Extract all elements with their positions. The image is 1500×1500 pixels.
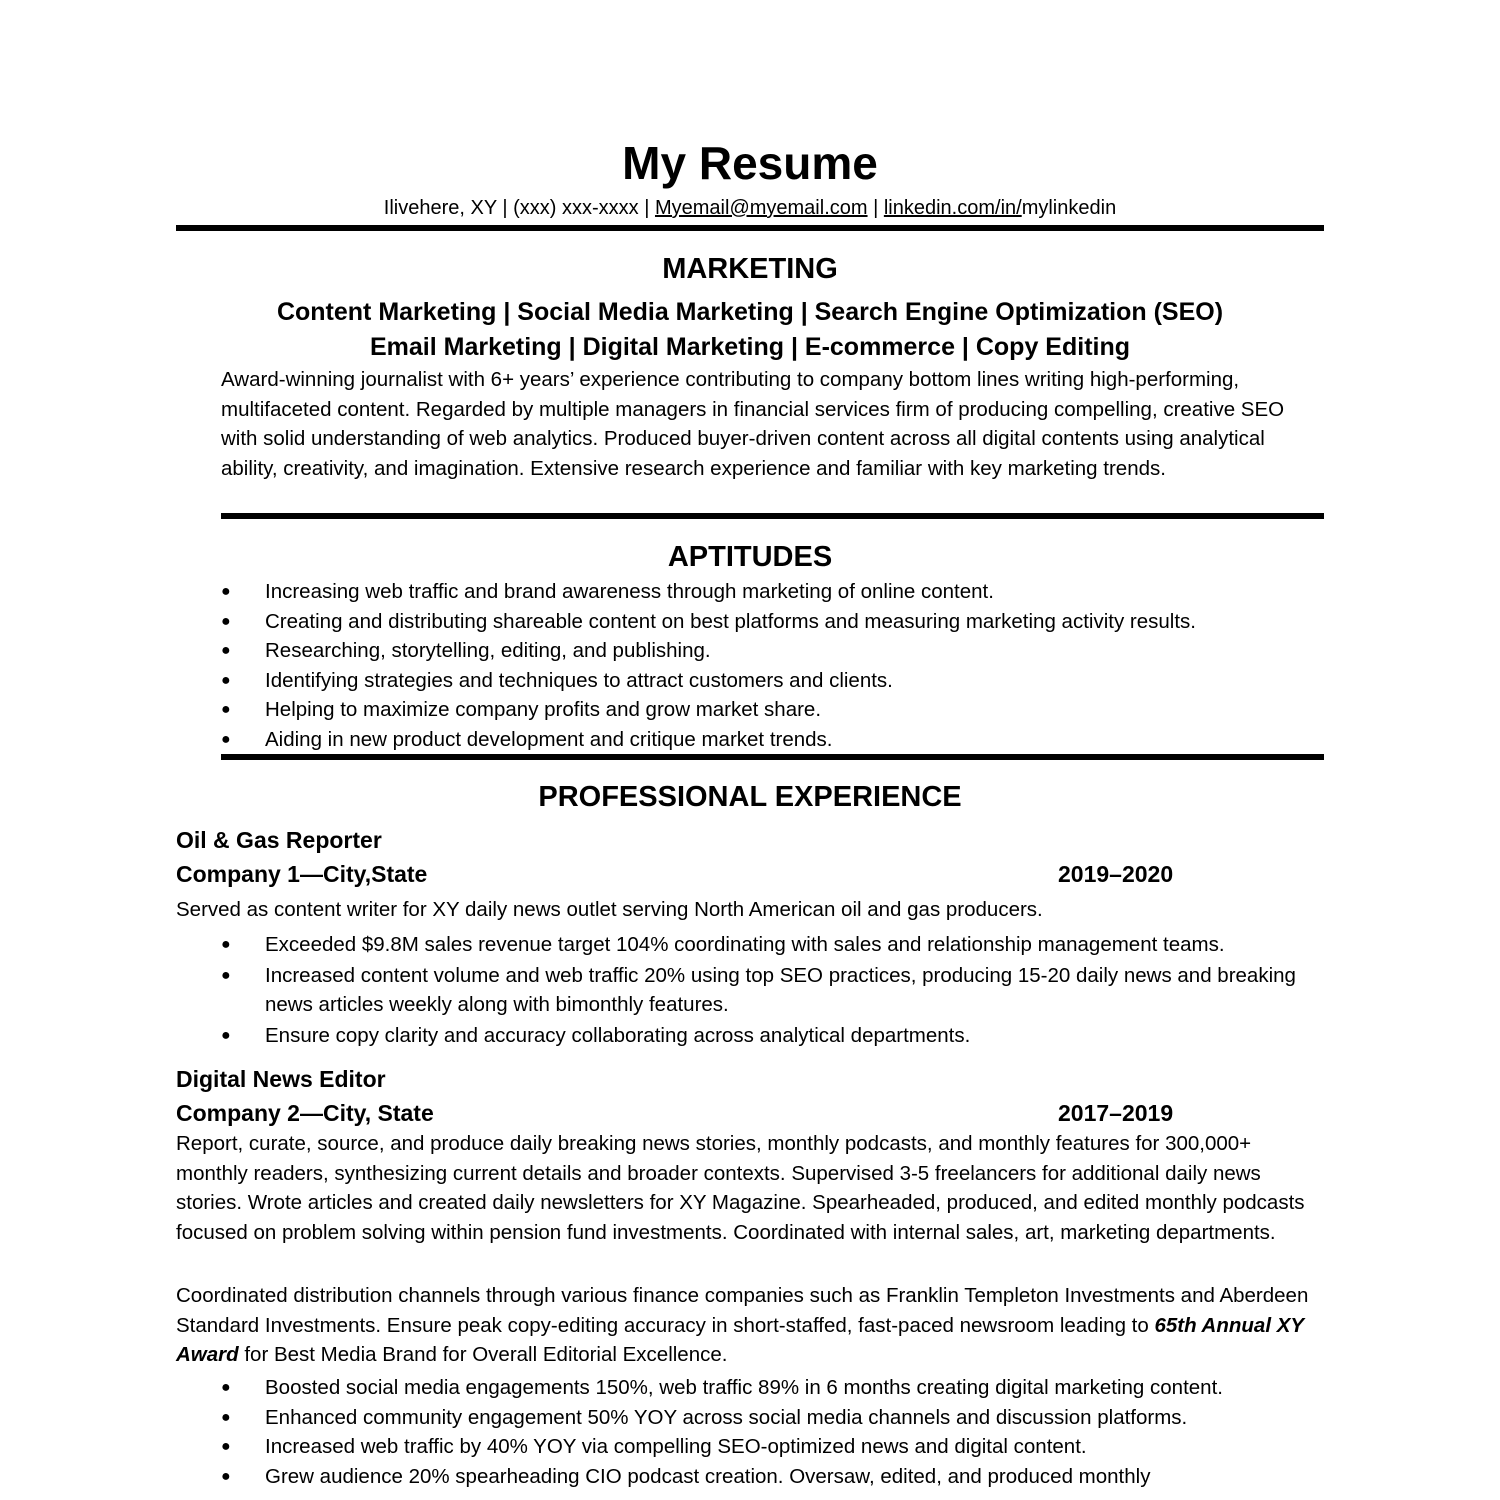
bullet-text: Exceeded $9.8M sales revenue target 104% coordinating with sales and relationship management teams. [265, 933, 1225, 956]
job-description: Served as content writer for XY daily news outlet serving North American oil and gas producers. [176, 898, 1043, 921]
location-phone: Ilivehere, XY | (xxx) xxx-xxxx | [383, 197, 655, 219]
contact-separator: | [867, 197, 884, 219]
marketing-divider [221, 513, 1324, 519]
bullet-icon: ● [221, 671, 231, 689]
list-item [221, 666, 1321, 696]
bullet-icon: ● [221, 583, 231, 600]
list-item [221, 1403, 1326, 1433]
aptitude-text: Helping to maximize company profits and grow market share. [265, 698, 822, 721]
list-item [221, 930, 1326, 960]
bullet-icon: ● [221, 936, 231, 953]
email-link[interactable]: Myemail@myemail.com [654, 197, 868, 219]
aptitude-text: Creating and distributing shareable content on best platforms and measuring marketing activity results. [265, 609, 1196, 633]
list-item [221, 725, 1321, 755]
header-divider [176, 225, 1324, 231]
aptitudes-divider [221, 754, 1324, 760]
list-item [221, 961, 1326, 1020]
job-title: Digital News Editor [176, 1066, 386, 1092]
company-name: Company 2—City, State [176, 1100, 434, 1126]
resume-title: My Resume [622, 137, 878, 189]
list-item [221, 1432, 1326, 1462]
description-text: Coordinated distribution channels through various finance companies such as Franklin Templeton Investments and Aberdeen Standard Investments. Ensure peak copy-editing accuracy in short-staffed, fast-paced newsroom leading to [176, 1284, 1309, 1337]
bullet-icon: ● [221, 1408, 231, 1426]
bullet-icon: ● [221, 966, 231, 984]
bullet-icon: ● [221, 1467, 231, 1485]
contact-line [0, 195, 1500, 221]
bullet-icon: ● [221, 730, 231, 748]
bullet-icon: ● [221, 612, 231, 630]
bullet-icon: ● [221, 1438, 231, 1455]
aptitudes-list [221, 577, 1321, 754]
aptitude-text: Researching, storytelling, editing, and publishing. [265, 639, 711, 662]
bullet-text: Increased web traffic by 40% YOY via compelling SEO-optimized news and digital content. [265, 1435, 1087, 1458]
list-item [221, 1021, 1326, 1051]
bullet-text: Ensure copy clarity and accuracy collaborating across analytical departments. [265, 1023, 971, 1047]
list-item [221, 1373, 1326, 1403]
bullet-text: Increased content volume and web traffic 20% using top SEO practices, producing 15-20 daily news and breaking news articles weekly along with bimonthly features. [265, 963, 1296, 1016]
list-item [221, 1462, 1326, 1492]
list-item [221, 695, 1321, 725]
job-bullets [221, 930, 1326, 1051]
summary-paragraph: Award-winning journalist with 6+ years’ experience contributing to company bottom lines writing high-performing, multifaceted content. Regarded by multiple managers in financial services firm of producing compelling, creative SEO with solid understanding of web analytics. Produced buyer-driven content across all digital contents using analytical ability, creativity, and imagination. Extensive research experience and familiar with key marketing trends. [221, 368, 1285, 480]
bullet-icon: ● [221, 1379, 231, 1396]
aptitude-text: Identifying strategies and techniques to attract customers and clients. [265, 668, 893, 692]
marketing-heading: MARKETING [662, 253, 838, 285]
bullet-icon: ● [221, 1026, 231, 1044]
skills-line-2: Email Marketing | Digital Marketing | E-commerce | Copy Editing [369, 333, 1131, 361]
aptitude-text: Aiding in new product development and critique market trends. [265, 727, 833, 751]
list-item [221, 607, 1321, 637]
linkedin-link[interactable]: linkedin.com/in/ [883, 197, 1022, 219]
skills-line-1: Content Marketing | Social Media Marketing | Search Engine Optimization (SEO) [276, 298, 1224, 326]
linkedin-handle: mylinkedin [1021, 197, 1117, 219]
job-dates: 2017–2019 [1058, 1100, 1174, 1126]
job-dates: 2019–2020 [1058, 861, 1174, 887]
aptitudes-heading: APTITUDES [667, 541, 833, 573]
description-text: for Best Media Brand for Overall Editorial Excellence. [238, 1343, 728, 1366]
job-title: Oil & Gas Reporter [176, 827, 382, 853]
aptitude-text: Increasing web traffic and brand awareness through marketing of online content. [265, 580, 994, 603]
award-name: 65th Annual XY Award [176, 1313, 1304, 1366]
company-name: Company 1—City,State [176, 861, 428, 887]
list-item [221, 577, 1321, 607]
bullet-text: Boosted social media engagements 150%, web traffic 89% in 6 months creating digital marketing content. [265, 1376, 1223, 1399]
job-description: Report, curate, source, and produce daily breaking news stories, monthly podcasts, and monthly features for 300,000+ monthly readers, synthesizing current details and broader contexts. Supervised 3-5 freelancers for additional daily news stories. Wrote articles and created daily newsletters for XY Magazine. Spearheaded, produced, and edited monthly podcasts focused on problem solving within pension fund investments. Coordinated with internal sales, art, marketing departments. [176, 1132, 1305, 1244]
job-bullets [221, 1373, 1326, 1491]
list-item [221, 636, 1321, 666]
experience-heading: PROFESSIONAL EXPERIENCE [538, 781, 962, 813]
job-description-2 [176, 1281, 1326, 1370]
bullet-text: Enhanced community engagement 50% YOY across social media channels and discussion platforms. [265, 1405, 1188, 1429]
bullet-text: Grew audience 20% spearheading CIO podcast creation. Oversaw, edited, and produced monthly [265, 1464, 1151, 1488]
bullet-icon: ● [221, 701, 231, 718]
bullet-icon: ● [221, 642, 231, 659]
